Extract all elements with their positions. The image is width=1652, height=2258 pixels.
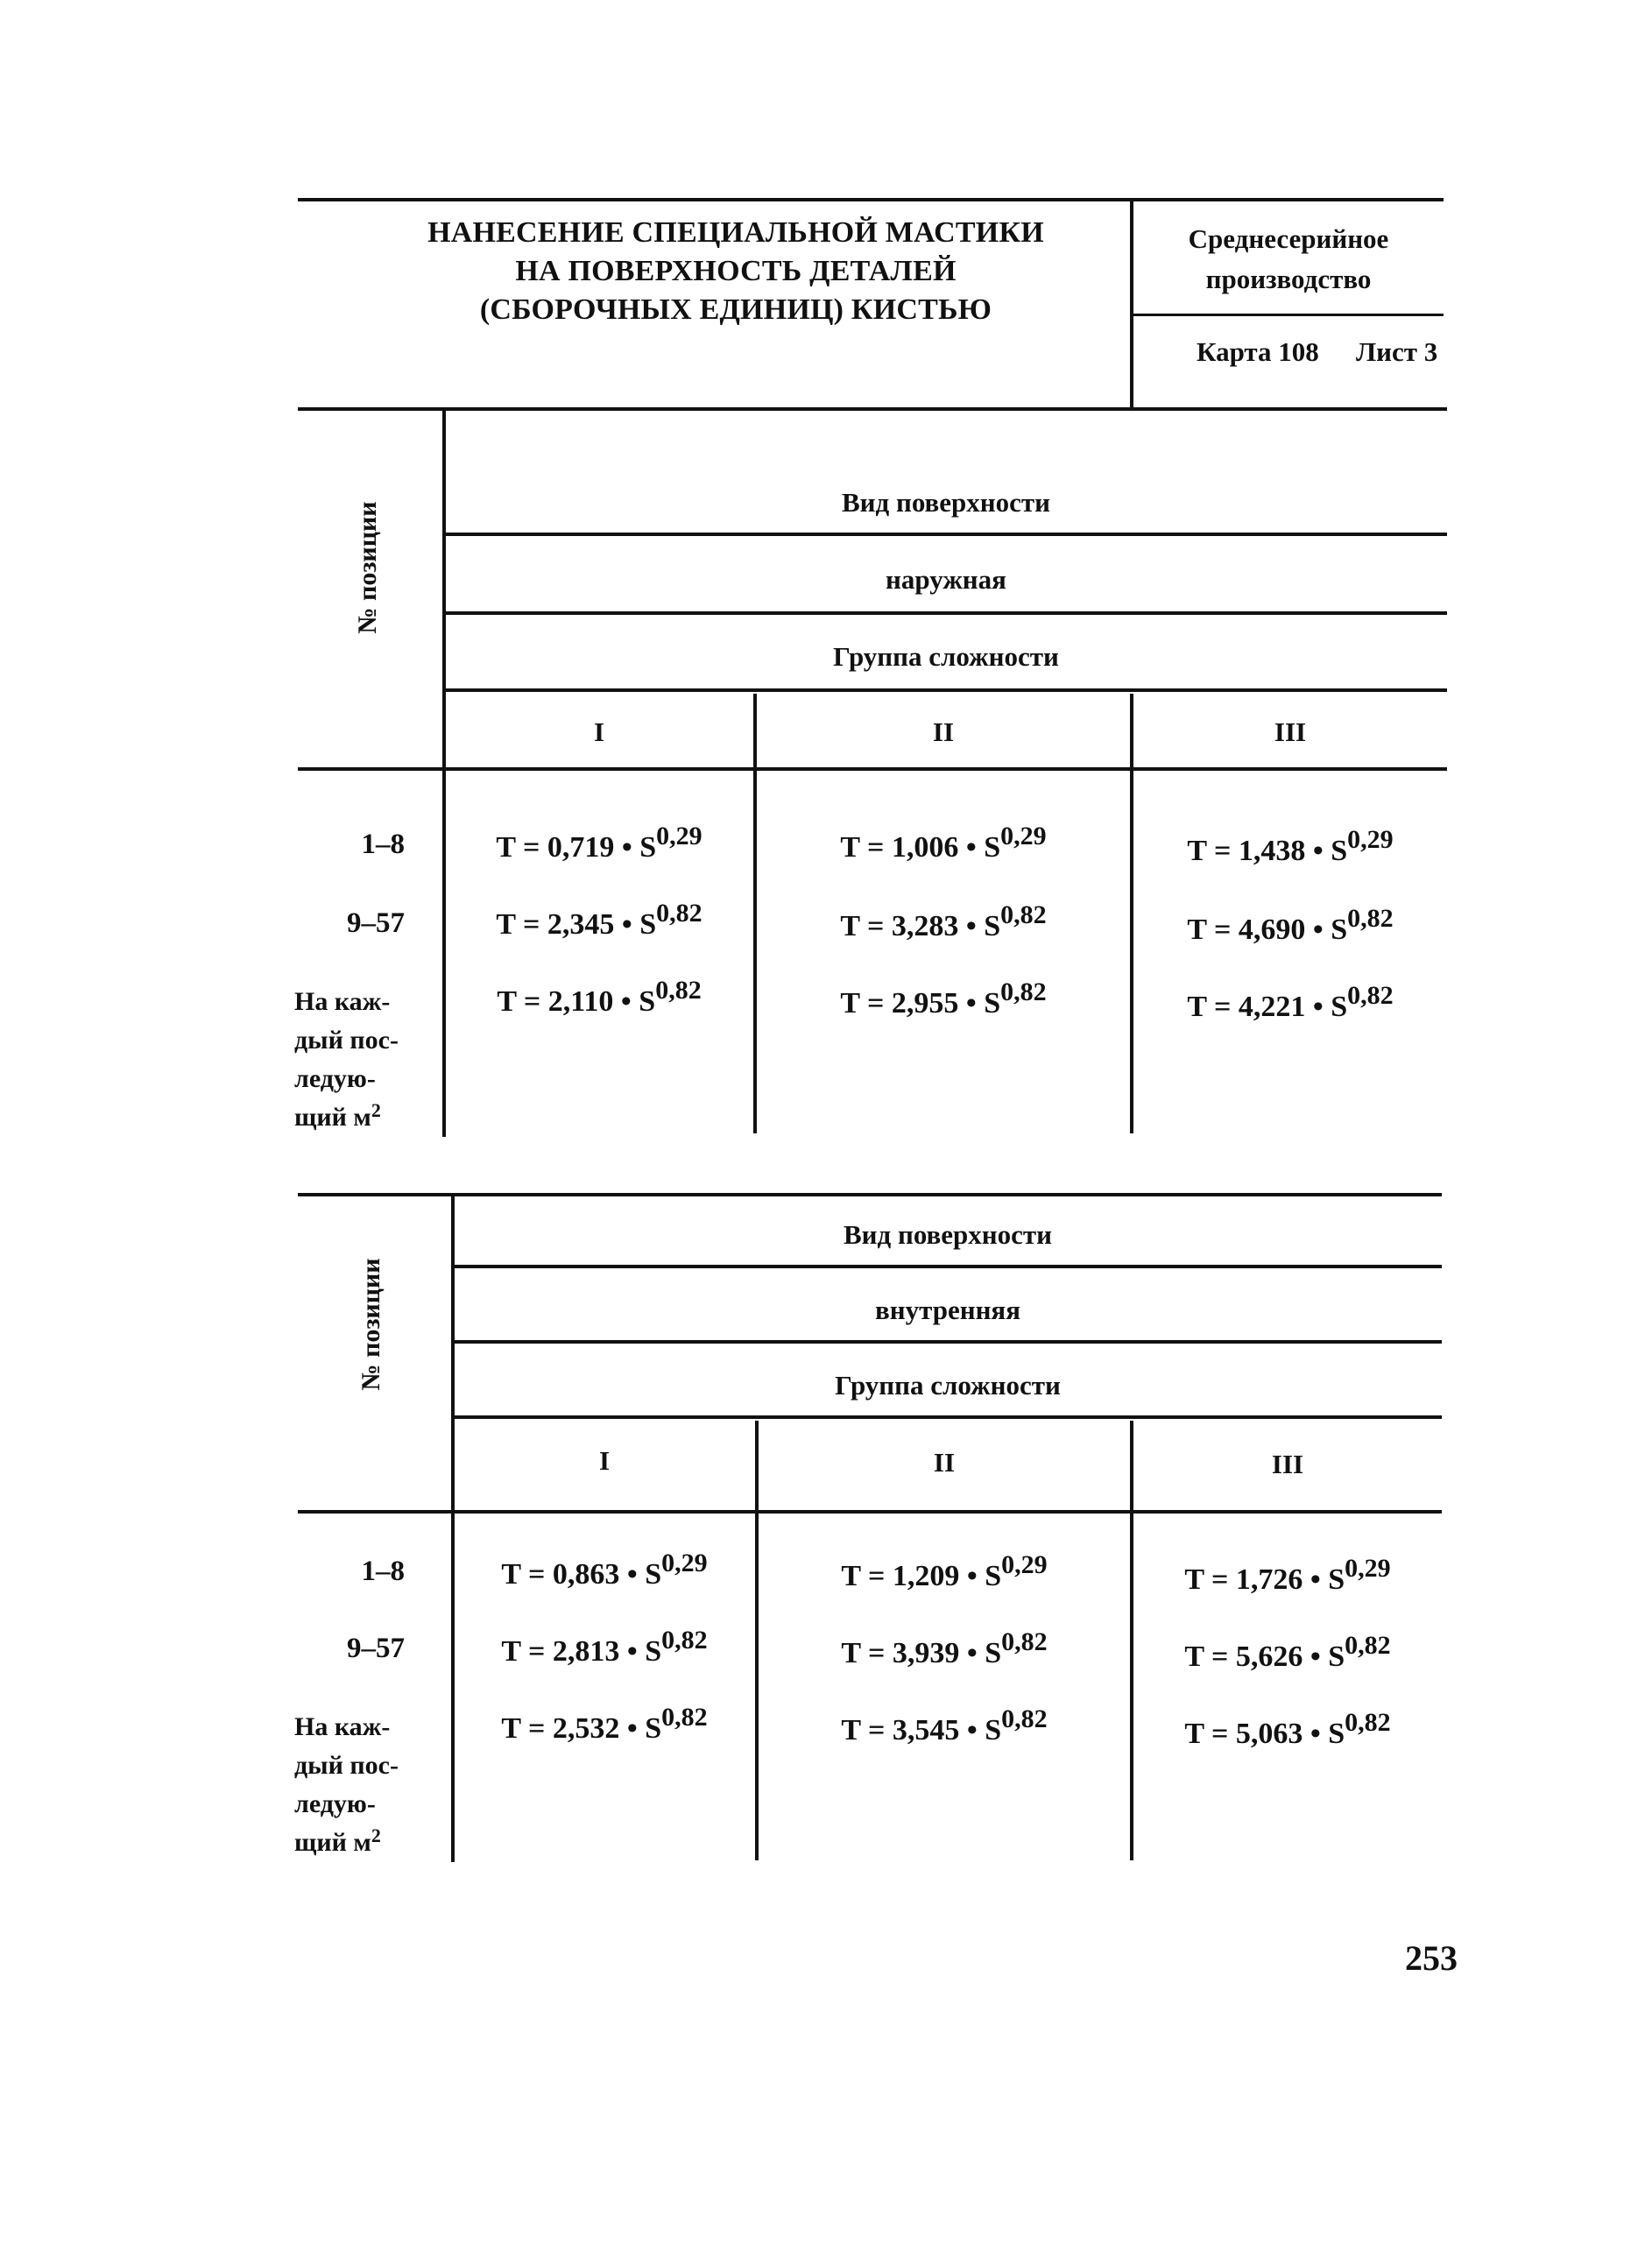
formula-cell xyxy=(445,822,753,865)
formula-coef: T = 1,209 • S xyxy=(841,1560,1002,1592)
production-line: производство xyxy=(1205,264,1372,294)
row-label-line: ледую- xyxy=(294,1789,376,1818)
formula-exp: 0,29 xyxy=(656,822,702,850)
rule-surface-value xyxy=(454,1340,1442,1344)
formula-coef: T = 3,939 • S xyxy=(841,1637,1002,1669)
sheet-number xyxy=(1356,335,1437,370)
table2-top-rule xyxy=(298,1193,1442,1196)
row-label-line: дый пос- xyxy=(294,1751,399,1780)
formula-exp: 0,82 xyxy=(1001,1627,1048,1656)
card-label: Карта 108 xyxy=(1197,336,1319,367)
formula-coef: T = 1,438 • S xyxy=(1187,835,1348,867)
group-header-ii: II xyxy=(932,716,955,747)
formula-exp: 0,82 xyxy=(1345,1631,1391,1660)
row-label: 9–57 xyxy=(347,907,405,939)
row-label-per-m2 xyxy=(294,983,443,1137)
formula-coef: T = 5,063 • S xyxy=(1184,1718,1345,1750)
formula-cell xyxy=(759,1704,1130,1748)
surface-type-label: Вид поверхности xyxy=(843,1219,1052,1250)
formula-exp: 0,29 xyxy=(1000,822,1047,850)
title-line: (СБОРОЧНЫХ ЕДИНИЦ) КИСТЬЮ xyxy=(479,293,992,326)
formula-coef: T = 3,283 • S xyxy=(840,910,1001,942)
row-label-line: На каж- xyxy=(294,987,391,1016)
formula-cell xyxy=(757,822,1130,865)
formula-cell xyxy=(445,899,753,942)
formula-cell xyxy=(1133,981,1447,1025)
row-label-line: На каж- xyxy=(294,1712,391,1741)
header-right-rule xyxy=(1130,314,1444,316)
row-label-line: ледую- xyxy=(294,1064,376,1093)
group-label: Группа сложности xyxy=(833,641,1059,672)
formula-exp: 0,82 xyxy=(1347,904,1394,933)
pos-column-header: № позиции xyxy=(353,501,382,634)
formula-exp: 0,82 xyxy=(1345,1708,1391,1737)
formula-cell xyxy=(759,1550,1130,1594)
formula-exp: 0,82 xyxy=(656,899,702,928)
rule-group xyxy=(445,688,1447,692)
formula-cell xyxy=(454,1703,755,1746)
formula-coef: T = 3,545 • S xyxy=(841,1714,1002,1746)
row-label-text: щий м xyxy=(294,1828,371,1857)
rule-surface xyxy=(454,1265,1442,1268)
group-header-ii: II xyxy=(933,1447,956,1478)
formula-coef: T = 1,006 • S xyxy=(840,831,1001,864)
formula-coef: T = 0,863 • S xyxy=(501,1558,662,1591)
surface-value: наружная xyxy=(886,564,1006,595)
sheet-label: Лист 3 xyxy=(1356,336,1438,367)
formula-cell xyxy=(759,1627,1130,1671)
row-label-line xyxy=(294,1824,448,1862)
row-label-line: дый пос- xyxy=(294,1026,399,1055)
formula-coef: T = 2,813 • S xyxy=(501,1635,662,1668)
production-line: Среднесерийное xyxy=(1188,223,1389,254)
group-header-i: I xyxy=(598,1445,611,1476)
formula-exp: 0,29 xyxy=(1001,1550,1048,1579)
card-number xyxy=(1197,335,1319,370)
rule-group xyxy=(454,1415,1442,1419)
formula-exp: 0,29 xyxy=(1345,1554,1391,1583)
group-label: Группа сложности xyxy=(835,1370,1061,1401)
production-type xyxy=(1135,219,1442,300)
formula-coef: T = 4,690 • S xyxy=(1187,914,1348,946)
formula-cell xyxy=(454,1626,755,1669)
row-label-per-m2 xyxy=(294,1708,448,1862)
row-label-sup: 2 xyxy=(371,1824,381,1846)
formula-coef: T = 2,110 • S xyxy=(497,985,656,1018)
formula-cell xyxy=(1133,1708,1442,1752)
surface-value: внутренняя xyxy=(875,1295,1020,1325)
formula-cell xyxy=(1133,1631,1442,1675)
header-divider xyxy=(1130,198,1133,408)
title-line: НАНЕСЕНИЕ СПЕЦИАЛЬНОЙ МАСТИКИ xyxy=(427,216,1044,249)
group-header-iii: III xyxy=(1271,1449,1304,1479)
formula-exp: 0,82 xyxy=(661,1703,708,1732)
rule-header-bottom xyxy=(298,1510,1442,1514)
row-label-text: щий м xyxy=(294,1103,371,1132)
formula-cell xyxy=(1133,904,1447,948)
formula-exp: 0,29 xyxy=(661,1549,708,1577)
formula-coef: T = 5,626 • S xyxy=(1184,1641,1345,1673)
formula-coef: T = 4,221 • S xyxy=(1187,991,1348,1023)
formula-exp: 0,82 xyxy=(1000,900,1047,929)
row-label-line xyxy=(294,1098,443,1137)
formula-coef: T = 2,955 • S xyxy=(840,987,1001,1020)
row-label: 1–8 xyxy=(361,1556,405,1587)
formula-cell xyxy=(445,976,753,1020)
formula-cell xyxy=(757,900,1130,944)
header-bottom-rule xyxy=(298,407,1447,411)
row-label: 9–57 xyxy=(347,1633,405,1664)
formula-exp: 0,82 xyxy=(1000,977,1047,1006)
row-label: 1–8 xyxy=(361,829,405,860)
formula-cell xyxy=(757,977,1130,1021)
formula-coef: T = 0,719 • S xyxy=(496,831,657,864)
formula-cell xyxy=(454,1549,755,1592)
formula-cell xyxy=(1133,1554,1442,1598)
title-line: НА ПОВЕРХНОСТЬ ДЕТАЛЕЙ xyxy=(515,255,957,287)
header-top-rule xyxy=(298,198,1444,201)
page-number: 253 xyxy=(1405,1938,1458,1978)
rule-surface xyxy=(445,533,1447,536)
group-header-i: I xyxy=(593,716,605,747)
formula-exp: 0,29 xyxy=(1347,825,1394,854)
formula-exp: 0,82 xyxy=(661,1626,708,1655)
formula-exp: 0,82 xyxy=(655,976,702,1005)
formula-coef: T = 2,532 • S xyxy=(501,1712,662,1745)
formula-exp: 0,82 xyxy=(1001,1704,1048,1733)
row-label-sup: 2 xyxy=(371,1099,381,1121)
formula-coef: T = 2,345 • S xyxy=(496,908,657,941)
page-title xyxy=(350,214,1121,329)
formula-exp: 0,82 xyxy=(1347,981,1394,1010)
formula-cell xyxy=(1133,825,1447,869)
group-header-iii: III xyxy=(1274,716,1307,747)
rule-surface-value xyxy=(445,611,1447,615)
pos-column-header: № позиции xyxy=(357,1258,385,1391)
surface-type-label: Вид поверхности xyxy=(841,487,1050,518)
formula-coef: T = 1,726 • S xyxy=(1184,1563,1345,1596)
rule-header-bottom xyxy=(298,767,1447,771)
